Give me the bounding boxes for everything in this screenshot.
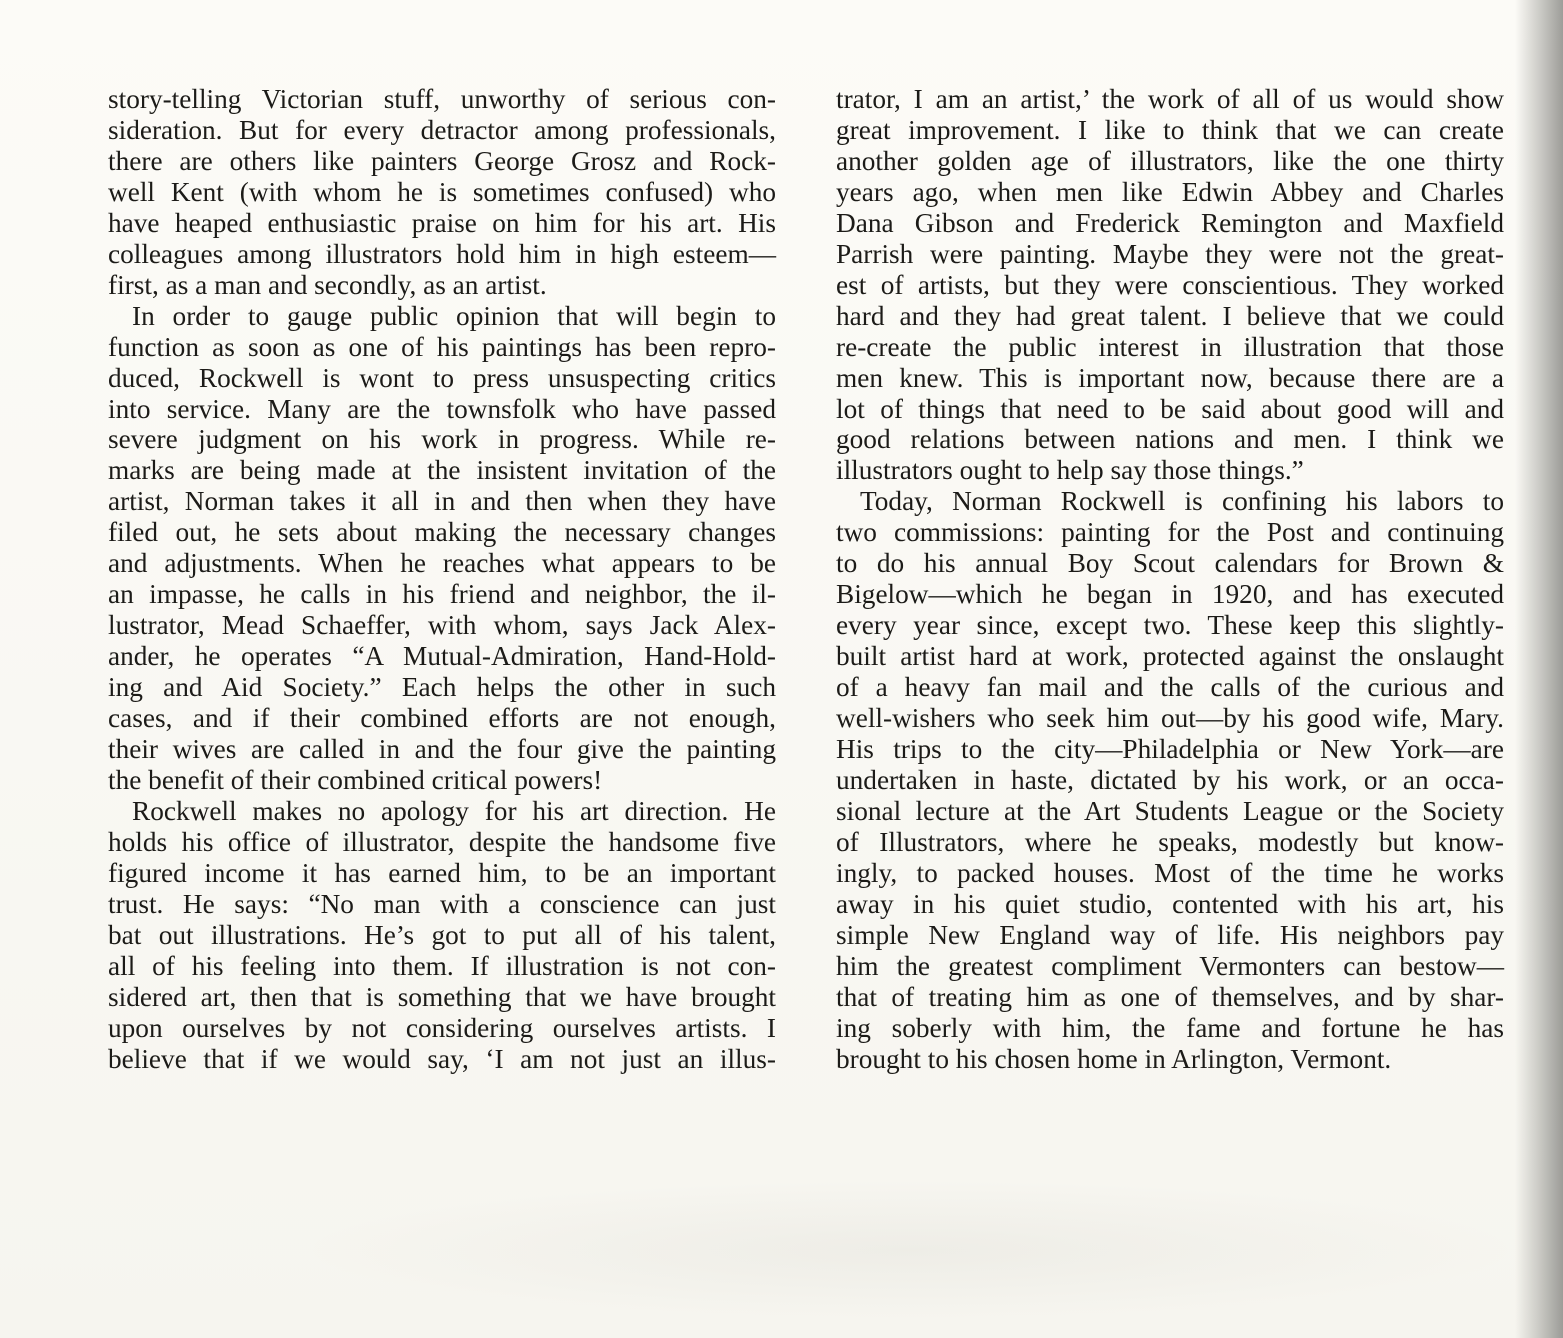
text-line: into service. Many are the townsfolk who have passed	[108, 393, 776, 424]
text-line: good relations between nations and men. I think we	[836, 424, 1504, 455]
paragraph	[836, 84, 1504, 486]
text-line: the benefit of their combined critical powers!	[108, 764, 603, 795]
text-line: of Illustrators, where he speaks, modestly but know-	[836, 826, 1504, 857]
text-line: figured income it has earned him, to be an important	[108, 857, 776, 888]
text-line: Bigelow—which he began in 1920, and has executed	[836, 579, 1504, 610]
text-line: first, as a man and secondly, as an artist.	[108, 269, 547, 300]
text-line: illustrators ought to help say those things.”	[836, 455, 1304, 486]
text-line: ingly, to packed houses. Most of the time he works	[836, 857, 1504, 888]
text-line: In order to gauge public opinion that will begin to	[132, 300, 776, 331]
text-line: all of his feeling into them. If illustration is not con-	[108, 950, 776, 981]
text-line: another golden age of illustrators, like the one thirty	[836, 145, 1504, 176]
text-line: that of treating him as one of themselves, and by shar-	[836, 981, 1504, 1012]
text-line: est of artists, but they were conscientious. They worked	[836, 269, 1504, 300]
text-line: story-telling Victorian stuff, unworthy of serious con-	[108, 84, 776, 114]
paragraph	[108, 301, 776, 796]
text-line: sional lecture at the Art Students League or the Society	[836, 795, 1504, 826]
text-line: Parrish were painting. Maybe they were not the great-	[836, 238, 1504, 269]
text-line: sideration. But for every detractor among professionals,	[108, 114, 776, 145]
text-line: well Kent (with whom he is sometimes confused) who	[108, 176, 776, 207]
paragraph	[836, 486, 1504, 1074]
text-line: sidered art, then that is something that we have brought	[108, 981, 776, 1012]
text-line: colleagues among illustrators hold him in high esteem—	[108, 238, 776, 269]
text-line: brought to his chosen home in Arlington, Vermont.	[836, 1043, 1392, 1074]
left-column	[108, 84, 776, 1075]
text-line: their wives are called in and the four give the painting	[108, 734, 776, 765]
paragraph	[108, 796, 776, 1075]
text-line: upon ourselves by not considering ourselves artists. I	[108, 1012, 776, 1043]
text-line: men knew. This is important now, because there are a	[836, 362, 1504, 393]
text-line: away in his quiet studio, contented with his art, his	[836, 888, 1504, 919]
text-line: marks are being made at the insistent invitation of the	[108, 455, 776, 486]
text-line: filed out, he sets about making the necessary changes	[108, 517, 776, 548]
text-line: holds his office of illustrator, despite the handsome five	[108, 826, 776, 857]
text-line: undertaken in haste, dictated by his work, or an occa-	[836, 764, 1504, 795]
text-line: simple New England way of life. His neighbors pay	[836, 919, 1504, 950]
text-line: ing soberly with him, the fame and fortune he has	[836, 1012, 1504, 1043]
binding-edge-shadow	[1515, 0, 1563, 1338]
text-line: re-create the public interest in illustration that those	[836, 331, 1504, 362]
text-line: hard and they had great talent. I believe that we could	[836, 300, 1504, 331]
text-line: trust. He says: “No man with a conscience can just	[108, 888, 776, 919]
text-line: there are others like painters George Grosz and Rock-	[108, 145, 776, 176]
text-line: of a heavy fan mail and the calls of the curious and	[836, 672, 1504, 703]
text-line: cases, and if their combined efforts are not enough,	[108, 703, 776, 734]
show-through-shadow	[300, 1180, 1520, 1320]
text-line: ander, he operates “A Mutual-Admiration, Hand-Hold-	[108, 641, 776, 672]
text-line: built artist hard at work, protected against the onslaught	[836, 641, 1504, 672]
text-line: two commissions: painting for the Post and continuing	[836, 517, 1504, 548]
text-line: Today, Norman Rockwell is confining his labors to	[860, 486, 1504, 517]
text-line: great improvement. I like to think that we can create	[836, 114, 1504, 145]
text-line: years ago, when men like Edwin Abbey and Charles	[836, 176, 1504, 207]
text-line: believe that if we would say, ‘I am not just an illus-	[108, 1043, 776, 1074]
text-line: lot of things that need to be said about good will and	[836, 393, 1504, 424]
text-line: well-wishers who seek him out—by his good wife, Mary.	[836, 703, 1504, 734]
text-line: and adjustments. When he reaches what appears to be	[108, 548, 776, 579]
text-line: him the greatest compliment Vermonters can bestow—	[836, 950, 1504, 981]
text-line: function as soon as one of his paintings has been repro-	[108, 331, 776, 362]
text-line: severe judgment on his work in progress. While re-	[108, 424, 776, 455]
text-line: lustrator, Mead Schaeffer, with whom, says Jack Alex-	[108, 610, 776, 641]
text-line: trator, I am an artist,’ the work of all of us would show	[836, 84, 1504, 114]
text-line: ing and Aid Society.” Each helps the other in such	[108, 672, 776, 703]
text-line: Rockwell makes no apology for his art direction. He	[132, 795, 776, 826]
text-line: to do his annual Boy Scout calendars for Brown &	[836, 548, 1504, 579]
text-line: artist, Norman takes it all in and then when they have	[108, 486, 776, 517]
text-line: His trips to the city—Philadelphia or New York—are	[836, 734, 1504, 765]
text-line: an impasse, he calls in his friend and neighbor, the il-	[108, 579, 776, 610]
paragraph	[108, 84, 776, 301]
text-line: Dana Gibson and Frederick Remington and Maxfield	[836, 207, 1504, 238]
right-column	[836, 84, 1504, 1075]
text-line: bat out illustrations. He’s got to put all of his talent,	[108, 919, 776, 950]
text-line: every year since, except two. These keep this slightly-	[836, 610, 1504, 641]
text-line: duced, Rockwell is wont to press unsuspecting critics	[108, 362, 776, 393]
text-line: have heaped enthusiastic praise on him for his art. His	[108, 207, 776, 238]
